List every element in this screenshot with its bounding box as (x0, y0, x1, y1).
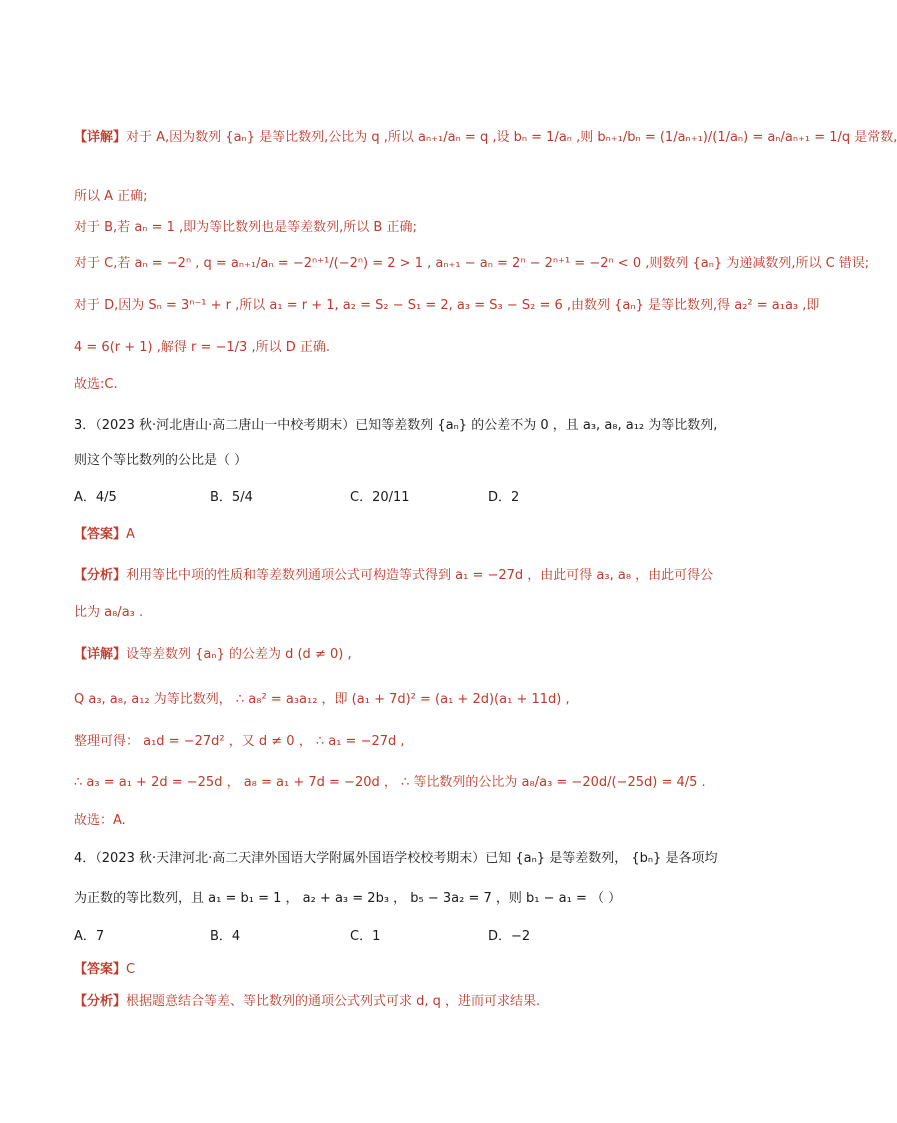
detail-line-3: 对于 B,若 aₙ = 1 ,即为等比数列也是等差数列,所以 B 正确; (74, 220, 417, 235)
q3-option-d: D．2 (488, 490, 520, 505)
q3-choose-line: 故选：A. (74, 813, 126, 828)
analysis-tag: 【分析】 (74, 994, 127, 1009)
answer-tag: 【答案】 (74, 962, 127, 977)
answer-value: A (126, 527, 135, 542)
detail-tag: 【详解】 (74, 647, 127, 662)
q3-option-b: B．5/4 (210, 490, 253, 505)
q3-detail-line-4: ∴ a₃ = a₁ + 2d = −25d ， a₈ = a₁ + 7d = −20d ， ∴ 等比数列的公比为 a₈/a₃ = −20d/(−25d) = 4/5 . (74, 775, 706, 790)
analysis-tag: 【分析】 (74, 568, 127, 583)
detail-text: 设等差数列 {aₙ} 的公差为 d (d ≠ 0) , (126, 647, 352, 662)
analysis-text: 利用等比中项的性质和等差数列通项公式可构造等式得到 a₁ = −27d ，由此可得 a₃, a₈ ，由此可得公 (126, 568, 714, 583)
analysis-text: 根据题意结合等差、等比数列的通项公式列式可求 d, q ，进而可求结果. (126, 994, 541, 1009)
detail-line-2: 所以 A 正确; (74, 189, 148, 204)
detail-line-6: 4 = 6(r + 1) ,解得 r = −1/3 ,所以 D 正确. (74, 340, 331, 355)
q3-detail-line-3: 整理可得： a₁d = −27d² ，又 d ≠ 0 ， ∴ a₁ = −27d , (74, 734, 405, 749)
q3-option-c: C．20/11 (350, 490, 410, 505)
q4-analysis-line-1 (74, 992, 540, 1012)
answer-value: C (126, 962, 136, 977)
q4-stem-line-1: 4．（2023 秋·天津河北·高二天津外国语大学附属外国语学校校考期末）已知 {aₙ} 是等差数列， {bₙ} 是各项均 (74, 851, 718, 866)
q3-answer-line (74, 525, 135, 545)
q3-detail-line-2: Q a₃, a₈, a₁₂ 为等比数列， ∴ a₈² = a₃a₁₂ ，即 (a₁ + 7d)² = (a₁ + 2d)(a₁ + 11d) , (74, 692, 570, 707)
answer-tag: 【答案】 (74, 527, 127, 542)
q3-stem-line-1: 3．（2023 秋·河北唐山·高二唐山一中校考期末）已知等差数列 {aₙ} 的公差不为 0 ，且 a₃, a₈, a₁₂ 为等比数列, (74, 418, 718, 433)
q3-stem-line-2: 则这个等比数列的公比是（ ） (74, 453, 248, 468)
q3-analysis-line-1 (74, 566, 713, 586)
q3-detail-line-1 (74, 645, 352, 665)
detail-tag: 【详解】 (74, 130, 127, 145)
detail-text: 对于 A,因为数列 {aₙ} 是等比数列,公比为 q ,所以 aₙ₊₁/aₙ = q ,设 bₙ = 1/aₙ ,则 bₙ₊₁/bₙ = (1/aₙ₊₁)/(1/aₙ) = aₙ/aₙ₊₁ = 1/q 是常数, (126, 130, 897, 145)
q4-stem-line-2: 为正数的等比数列，且 a₁ = b₁ = 1 ， a₂ + a₃ = 2b₃ ， b₅ − 3a₂ = 7 ，则 b₁ − a₁ = （ ） (74, 891, 622, 906)
detail-line-4: 对于 C,若 aₙ = −2ⁿ , q = aₙ₊₁/aₙ = −2ⁿ⁺¹/(−2ⁿ) = 2 > 1 , aₙ₊₁ − aₙ = 2ⁿ − 2ⁿ⁺¹ = −2ⁿ < 0 ,则数列 {aₙ} 为递减数列,所以 C 错误; (74, 256, 870, 271)
choose-line: 故选:C. (74, 377, 118, 392)
q4-answer-line (74, 960, 135, 980)
q4-option-a: A．7 (74, 929, 105, 944)
q3-option-a: A．4/5 (74, 490, 117, 505)
detail-line-1 (74, 128, 897, 148)
detail-line-5: 对于 D,因为 Sₙ = 3ⁿ⁻¹ + r ,所以 a₁ = r + 1, a₂ = S₂ − S₁ = 2, a₃ = S₃ − S₂ = 6 ,由数列 {aₙ} 是等比数列,得 a₂² = a₁a₃ ,即 (74, 298, 820, 313)
q4-option-d: D．−2 (488, 929, 531, 944)
q4-option-b: B．4 (210, 929, 241, 944)
q3-analysis-line-2: 比为 a₈/a₃ . (74, 605, 144, 620)
q4-option-c: C．1 (350, 929, 381, 944)
